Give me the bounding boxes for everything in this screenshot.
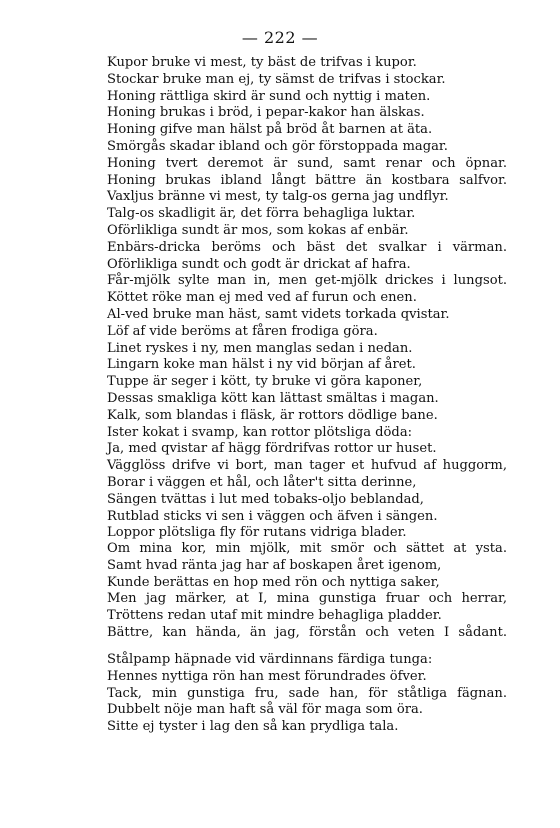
verse-line: Lingarn koke man hälst i ny vid början af året.	[107, 357, 416, 373]
verse-line: Honing brukas i bröd, i pepar-kakor han älskas.	[107, 105, 425, 121]
verse-line: Linet ryskes i ny, men manglas sedan i nedan.	[107, 340, 413, 356]
verse-line: Honing tvert deremot är sund, samt renar och öpnar.	[107, 155, 507, 171]
verse-line: Hennes nyttiga rön han mest förundrades öfver.	[107, 668, 427, 684]
verse-line: Men jag märker, at I, mina gunstiga fruar och herrar,	[107, 591, 507, 607]
verse-line: Sängen tvättas i lut med tobaks-oljo beblandad,	[107, 491, 424, 507]
verse-line: Oförlikliga sundt är mos, som kokas af enbär.	[107, 222, 409, 238]
verse-line: Samt hvad ränta jag har af boskapen året igenom,	[107, 557, 442, 573]
verse-line: Ja, med qvistar af hägg fördrifvas rottor ur huset.	[107, 441, 437, 457]
page-number: — 222 —	[241, 28, 319, 47]
verse-line: Honing rättliga skird är sund och nyttig i maten.	[107, 88, 431, 104]
verse-line: Tuppe är seger i kött, ty bruke vi göra kaponer,	[107, 374, 423, 390]
verse-line: Rutblad sticks vi sen i väggen och äfven i sängen.	[107, 508, 438, 524]
verse-line: Honing gifve man hälst på bröd åt barnen at äta.	[107, 122, 433, 138]
verse-line: Stockar bruke man ej, ty sämst de trifvas i stockar.	[107, 71, 446, 87]
verse-line: Enbärs-dricka beröms och bäst det svalkar i värman.	[107, 239, 507, 255]
verse-line: Tröttens redan utaf mit mindre behagliga pladder.	[107, 608, 442, 624]
verse-line: Borar i väggen et hål, och låter't sitta derinne,	[107, 474, 417, 490]
verse-line: Köttet röke man ej med ved af furun och enen.	[107, 290, 417, 306]
verse-line: Stålpamp häpnade vid värdinnans färdiga tunga:	[107, 652, 433, 667]
verse-line: Loppor plötsliga fly för rutans vidriga blader.	[107, 525, 407, 541]
verse-line: Oförlikliga sundt och godt är drickat af hafra.	[107, 256, 411, 272]
stanza-2	[107, 541, 507, 642]
verse-line: Kalk, som blandas i fläsk, är rottors dödlige bane.	[107, 407, 438, 423]
verse-line: Al-ved bruke man häst, samt videts torkada qvistar.	[107, 306, 450, 322]
verse-line: Vaxljus bränne vi mest, ty talg-os gerna jag undflyr.	[107, 189, 449, 205]
verse-line: Om mina kor, min mjölk, mit smör och sättet at ysta.	[107, 541, 507, 556]
stanza-3	[107, 652, 507, 736]
verse-line: Löf af vide beröms at fåren frodiga göra.	[107, 323, 378, 339]
verse-line: Kunde berättas en hop med rön och nyttiga saker,	[107, 574, 440, 590]
verse-line: Ister kokat i svamp, kan rottor plötsliga döda:	[107, 424, 413, 440]
verse-line: Kupor bruke vi mest, ty bäst de trifvas i kupor.	[107, 55, 417, 70]
verse-line: Dessas smakliga kött kan lättast smältas i magan.	[107, 390, 439, 406]
verse-line: Smörgås skadar ibland och gör förstoppada magar.	[107, 138, 448, 154]
verse-line: Sitte ej tyster i lag den så kan prydliga tala.	[107, 719, 399, 735]
verse-line: Dubbelt nöje man haft så väl för maga som öra.	[107, 702, 423, 718]
verse-line: Tack, min gunstiga fru, sade han, för ståtliga fägnan.	[107, 685, 507, 701]
verse-line: Honing brukas ibland långt bättre än kostbara salfvor.	[107, 172, 507, 188]
stanza-1	[107, 55, 507, 542]
verse-line: Talg-os skadligit är, det förra behagliga luktar.	[107, 206, 416, 222]
verse-line: Får-mjölk sylte man in, men get-mjölk drickes i lungsot.	[107, 273, 507, 289]
verse-line: Bättre, kan hända, än jag, förstån och veten I sådant.	[107, 624, 507, 640]
verse-line: Vägglöss drifve vi bort, man tager et hufvud af huggorm,	[107, 458, 507, 474]
